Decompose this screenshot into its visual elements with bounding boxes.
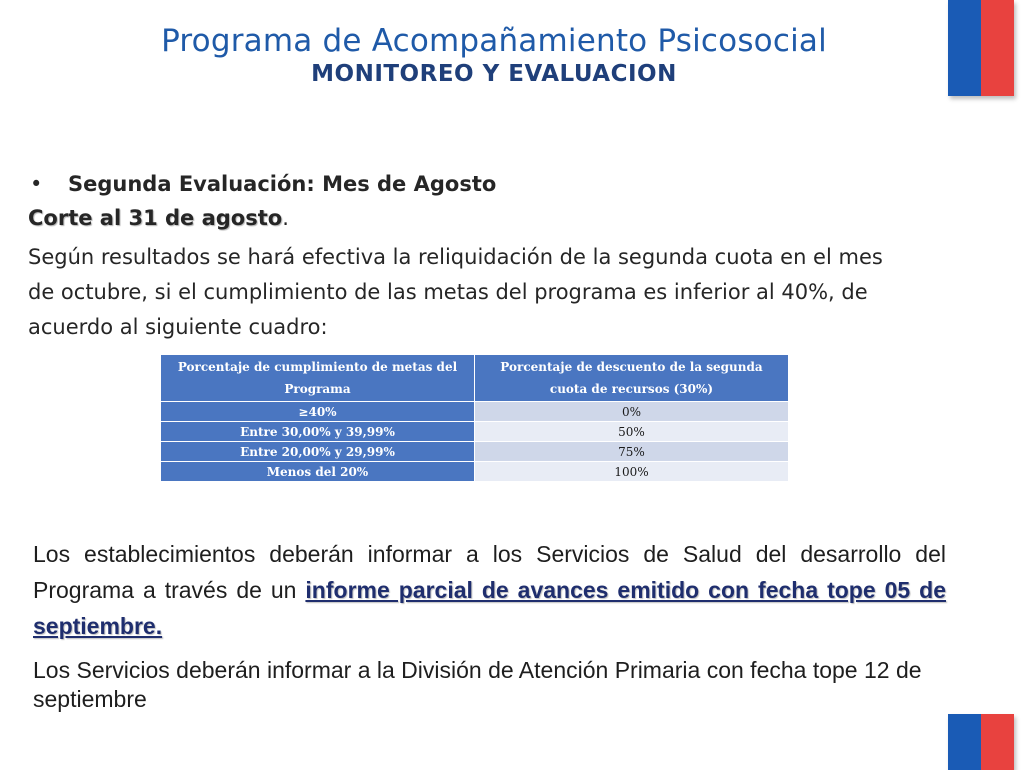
- corte-line: [28, 206, 908, 230]
- flag-red-stripe: [981, 0, 1014, 96]
- intro-paragraph: Según resultados se hará efectiva la reliquidación de la segunda cuota en el mes de octubre, si el cumplimiento de las metas del programa es inferior al 40%, de acuerdo al siguiente cuadro:: [28, 245, 883, 339]
- table-cell-discount: 75%: [475, 442, 789, 462]
- bullet-text: Segunda Evaluación: Mes de Agosto: [68, 172, 497, 196]
- slide-title: [114, 23, 874, 87]
- table-row: [161, 442, 789, 462]
- title-subtitle: MONITOREO Y EVALUACION: [311, 61, 677, 87]
- report-text: Los establecimientos deberán informar a los Servicios de Salud del desarrollo del Programa a través de un: [33, 541, 946, 603]
- bullet-item: [28, 172, 908, 196]
- flag-red-stripe: [981, 714, 1014, 770]
- flag-blue-stripe: [948, 714, 981, 770]
- table-header-cell: Porcentaje de cumplimiento de metas del Programa: [161, 355, 475, 402]
- table-cell-discount: 100%: [475, 462, 789, 482]
- title-main: Programa de Acompañamiento Psicosocial: [161, 23, 827, 59]
- bullet-icon: •: [30, 172, 43, 196]
- table-cell-range: Menos del 20%: [161, 462, 475, 482]
- table-cell-range: Entre 30,00% y 39,99%: [161, 422, 475, 442]
- table-row: [161, 462, 789, 482]
- table-cell-range: Entre 20,00% y 29,99%: [161, 442, 475, 462]
- corte-date: Corte al 31 de agosto: [28, 206, 283, 230]
- discount-table: [160, 354, 789, 482]
- table-cell-range: ≥40%: [161, 402, 475, 422]
- services-paragraph: Los Servicios deberán informar a la División de Atención Primaria con fecha tope 12 de septiembre: [33, 657, 922, 712]
- table-header-cell: Porcentaje de descuento de la segunda cuota de recursos (30%): [475, 355, 789, 402]
- table-header-row: [161, 355, 789, 402]
- flag-blue-stripe: [948, 0, 981, 96]
- table-row: [161, 402, 789, 422]
- corte-tail: .: [282, 206, 289, 230]
- report-paragraph: [33, 536, 946, 644]
- table-row: [161, 422, 789, 442]
- flag-decoration-top: [948, 0, 1014, 96]
- body-text: [28, 172, 908, 345]
- flag-decoration-bottom: [948, 714, 1014, 770]
- report-deadline-highlight: informe parcial de avances emitido con fecha tope 05 de septiembre.: [33, 577, 946, 639]
- table-cell-discount: 50%: [475, 422, 789, 442]
- table-cell-discount: 0%: [475, 402, 789, 422]
